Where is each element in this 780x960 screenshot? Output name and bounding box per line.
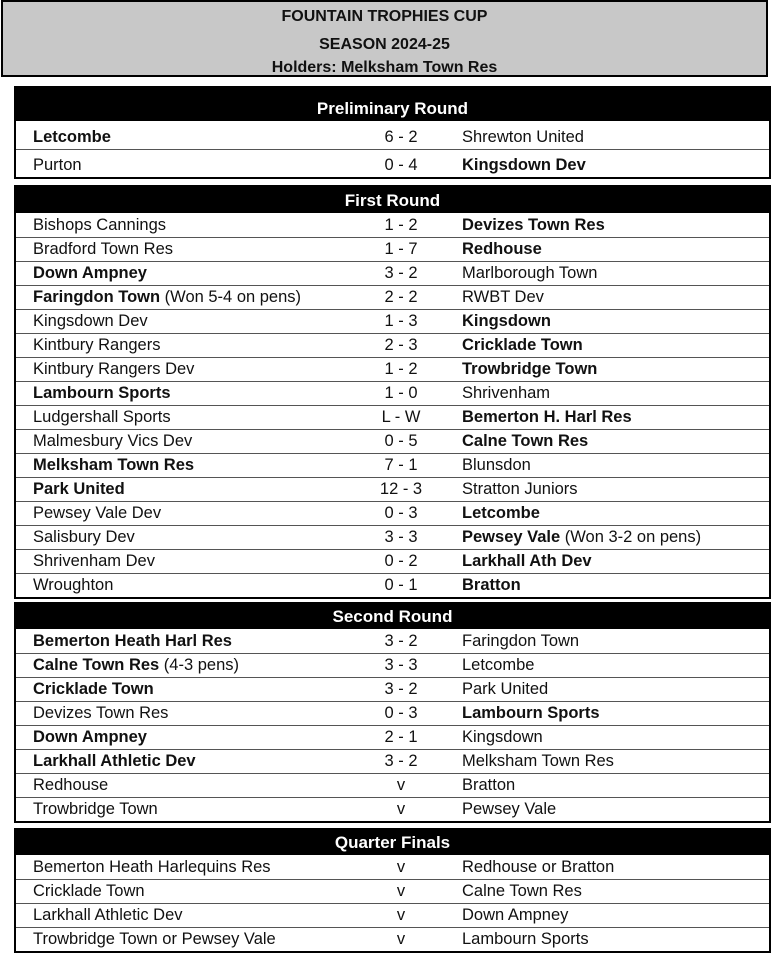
away-team	[462, 312, 551, 331]
home-team-name: Cricklade Town	[33, 882, 145, 900]
away-team	[462, 576, 521, 595]
match-score: 1 - 0	[384, 384, 418, 402]
match-score: v	[396, 858, 406, 876]
round-title	[16, 88, 769, 121]
match-score: 7 - 1	[384, 456, 418, 474]
away-team	[462, 504, 540, 523]
home-team	[33, 240, 173, 259]
match-score: 0 - 3	[384, 704, 418, 722]
home-team	[33, 504, 161, 523]
home-team-name: Letcombe	[33, 128, 111, 146]
home-team-note: (Won 5-4 on pens)	[160, 288, 302, 306]
away-team-name: Calne Town Res	[462, 882, 582, 900]
away-team	[462, 408, 632, 427]
match-row	[16, 725, 769, 749]
home-team-name: Faringdon Town	[33, 288, 161, 306]
away-team	[462, 240, 542, 259]
away-team-name: Shrewton United	[462, 128, 584, 146]
match-row	[16, 797, 769, 821]
away-team-name: Bemerton H. Harl Res	[462, 408, 632, 426]
away-team	[462, 128, 584, 147]
home-team	[33, 576, 113, 595]
match-score: v	[396, 930, 406, 948]
home-team-name: Salisbury Dev	[33, 528, 135, 546]
match-row	[16, 855, 769, 879]
round-section	[14, 185, 771, 599]
match-row	[16, 381, 769, 405]
away-team	[462, 800, 556, 819]
round-title	[16, 830, 769, 855]
away-team-name: Pewsey Vale	[462, 528, 561, 546]
round-title	[16, 187, 769, 213]
home-team-name: Bemerton Heath Harl Res	[33, 632, 232, 650]
cup-header	[1, 0, 768, 77]
match-row	[16, 573, 769, 597]
home-team-name: Bradford Town Res	[33, 240, 174, 258]
season-label: SEASON 2024-25	[319, 36, 450, 53]
round-title-text: First Round	[344, 191, 441, 210]
home-team	[33, 128, 111, 147]
away-team-name: Redhouse	[462, 240, 542, 258]
match-row	[16, 749, 769, 773]
away-team-name: RWBT Dev	[462, 288, 544, 306]
away-team	[462, 528, 701, 547]
round-title-text: Preliminary Round	[316, 99, 469, 118]
round-title-text: Quarter Finals	[334, 833, 451, 852]
match-score: v	[396, 882, 406, 900]
home-team	[33, 456, 194, 475]
home-team-name: Kintbury Rangers	[33, 336, 161, 354]
away-team	[462, 632, 579, 651]
round-title	[16, 604, 769, 629]
away-team-note: (Won 3-2 on pens)	[560, 528, 702, 546]
away-team-name: Pewsey Vale	[462, 800, 557, 818]
away-team-name: Redhouse or Bratton	[462, 858, 615, 876]
match-row	[16, 525, 769, 549]
away-team-name: Lambourn Sports	[462, 704, 600, 722]
match-row	[16, 357, 769, 381]
away-team	[462, 384, 550, 403]
away-team-name: Melksham Town Res	[462, 752, 614, 770]
home-team-name: Shrivenham Dev	[33, 552, 155, 570]
away-team	[462, 752, 614, 771]
home-team	[33, 336, 160, 355]
holders-label: Holders: Melksham Town Res	[271, 59, 498, 76]
home-team	[33, 632, 232, 651]
away-team-name: Devizes Town Res	[462, 216, 605, 234]
away-team	[462, 930, 589, 949]
match-row	[16, 405, 769, 429]
match-row	[16, 501, 769, 525]
match-score: 0 - 5	[384, 432, 418, 450]
match-score: 0 - 2	[384, 552, 418, 570]
match-row	[16, 285, 769, 309]
match-score: 1 - 7	[384, 240, 418, 258]
match-row	[16, 453, 769, 477]
match-row	[16, 333, 769, 357]
home-team-name: Bemerton Heath Harlequins Res	[33, 858, 271, 876]
match-score: 0 - 4	[384, 156, 418, 174]
away-team	[462, 216, 605, 235]
match-score: 1 - 2	[384, 360, 418, 378]
round-section	[14, 602, 771, 823]
away-team-name: Bratton	[462, 776, 516, 794]
home-team	[33, 728, 147, 747]
home-team-name: Ludgershall Sports	[33, 408, 171, 426]
match-score: v	[396, 800, 406, 818]
match-row	[16, 477, 769, 501]
away-team	[462, 906, 568, 925]
home-team	[33, 680, 154, 699]
match-row	[16, 121, 769, 149]
match-row	[16, 309, 769, 333]
home-team-name: Kintbury Rangers Dev	[33, 360, 195, 378]
home-team-name: Kingsdown Dev	[33, 312, 148, 330]
match-score: v	[396, 776, 406, 794]
match-score: 3 - 2	[384, 680, 418, 698]
away-team-name: Trowbridge Town	[462, 360, 598, 378]
away-team	[462, 882, 582, 901]
home-team-name: Pewsey Vale Dev	[33, 504, 162, 522]
home-team	[33, 264, 147, 283]
away-team-name: Kingsdown	[462, 312, 551, 330]
away-team-name: Kingsdown Dev	[462, 156, 586, 174]
home-team	[33, 906, 183, 925]
home-team-name: Redhouse	[33, 776, 109, 794]
home-team-name: Lambourn Sports	[33, 384, 171, 402]
home-team	[33, 288, 301, 307]
away-team-name: Larkhall Ath Dev	[462, 552, 592, 570]
match-score: 0 - 1	[384, 576, 418, 594]
away-team	[462, 288, 544, 307]
away-team	[462, 156, 586, 175]
home-team	[33, 528, 135, 547]
away-team-name: Kingsdown	[462, 728, 543, 746]
match-row	[16, 903, 769, 927]
match-row	[16, 773, 769, 797]
away-team	[462, 360, 597, 379]
home-team	[33, 882, 145, 901]
away-team	[462, 680, 548, 699]
match-row	[16, 927, 769, 951]
match-row	[16, 879, 769, 903]
home-team	[33, 858, 271, 877]
match-score: 3 - 2	[384, 752, 418, 770]
away-team-name: Marlborough Town	[462, 264, 598, 282]
home-team	[33, 704, 168, 723]
away-team	[462, 728, 543, 747]
round-title-text: Second Round	[332, 607, 453, 626]
away-team	[462, 776, 515, 795]
match-row	[16, 237, 769, 261]
match-score: 3 - 3	[384, 528, 418, 546]
home-team	[33, 408, 171, 427]
home-team-name: Purton	[33, 156, 82, 174]
away-team	[462, 456, 531, 475]
home-team	[33, 216, 166, 235]
home-team-name: Devizes Town Res	[33, 704, 169, 722]
home-team-name: Trowbridge Town or Pewsey Vale	[33, 930, 276, 948]
home-team-name: Calne Town Res	[33, 656, 160, 674]
match-score: 6 - 2	[384, 128, 418, 146]
away-team	[462, 264, 597, 283]
match-score: 1 - 2	[384, 216, 418, 234]
match-row	[16, 677, 769, 701]
home-team-name: Bishops Cannings	[33, 216, 166, 234]
home-team	[33, 552, 155, 571]
away-team-name: Lambourn Sports	[462, 930, 589, 948]
match-score: 2 - 1	[384, 728, 418, 746]
home-team	[33, 930, 276, 949]
match-row	[16, 701, 769, 725]
round-section	[14, 828, 771, 953]
home-team-name: Malmesbury Vics Dev	[33, 432, 193, 450]
home-team	[33, 752, 196, 771]
away-team-name: Cricklade Town	[462, 336, 583, 354]
home-team	[33, 156, 82, 175]
match-score: 12 - 3	[379, 480, 423, 498]
home-team-name: Larkhall Athletic Dev	[33, 906, 183, 924]
away-team	[462, 858, 614, 877]
match-score: 0 - 3	[384, 504, 418, 522]
match-score: 3 - 3	[384, 656, 418, 674]
away-team-name: Blunsdon	[462, 456, 531, 474]
match-score: 1 - 3	[384, 312, 418, 330]
match-row	[16, 549, 769, 573]
home-team	[33, 480, 125, 499]
home-team-name: Down Ampney	[33, 264, 147, 282]
away-team-name: Letcombe	[462, 656, 535, 674]
home-team-name: Down Ampney	[33, 728, 147, 746]
match-row	[16, 213, 769, 237]
away-team-name: Shrivenham	[462, 384, 551, 402]
match-score: 3 - 2	[384, 264, 418, 282]
home-team	[33, 432, 192, 451]
home-team-name: Wroughton	[33, 576, 114, 594]
away-team-name: Faringdon Town	[462, 632, 580, 650]
home-team-note: (4-3 pens)	[159, 656, 240, 674]
home-team-name: Park United	[33, 480, 125, 498]
match-score: 3 - 2	[384, 632, 418, 650]
away-team-name: Down Ampney	[462, 906, 569, 924]
away-team-name: Calne Town Res	[462, 432, 589, 450]
away-team	[462, 480, 578, 499]
home-team	[33, 312, 148, 331]
away-team-name: Stratton Juniors	[462, 480, 578, 498]
match-score: 2 - 3	[384, 336, 418, 354]
round-section	[14, 86, 771, 179]
away-team	[462, 336, 583, 355]
home-team	[33, 800, 158, 819]
home-team	[33, 656, 239, 675]
home-team-name: Larkhall Athletic Dev	[33, 752, 196, 770]
match-row	[16, 149, 769, 177]
match-score: L - W	[381, 408, 421, 426]
home-team-name: Cricklade Town	[33, 680, 154, 698]
home-team-name: Melksham Town Res	[33, 456, 195, 474]
away-team	[462, 704, 600, 723]
home-team	[33, 776, 108, 795]
away-team-name: Letcombe	[462, 504, 540, 522]
match-row	[16, 653, 769, 677]
away-team	[462, 432, 588, 451]
home-team	[33, 360, 194, 379]
match-row	[16, 429, 769, 453]
match-row	[16, 261, 769, 285]
match-score: v	[396, 906, 406, 924]
cup-title: FOUNTAIN TROPHIES CUP	[281, 8, 488, 25]
away-team	[462, 656, 534, 675]
away-team	[462, 552, 592, 571]
match-row	[16, 629, 769, 653]
home-team-name: Trowbridge Town	[33, 800, 158, 818]
away-team-name: Park United	[462, 680, 549, 698]
home-team	[33, 384, 171, 403]
away-team-name: Bratton	[462, 576, 521, 594]
match-score: 2 - 2	[384, 288, 418, 306]
